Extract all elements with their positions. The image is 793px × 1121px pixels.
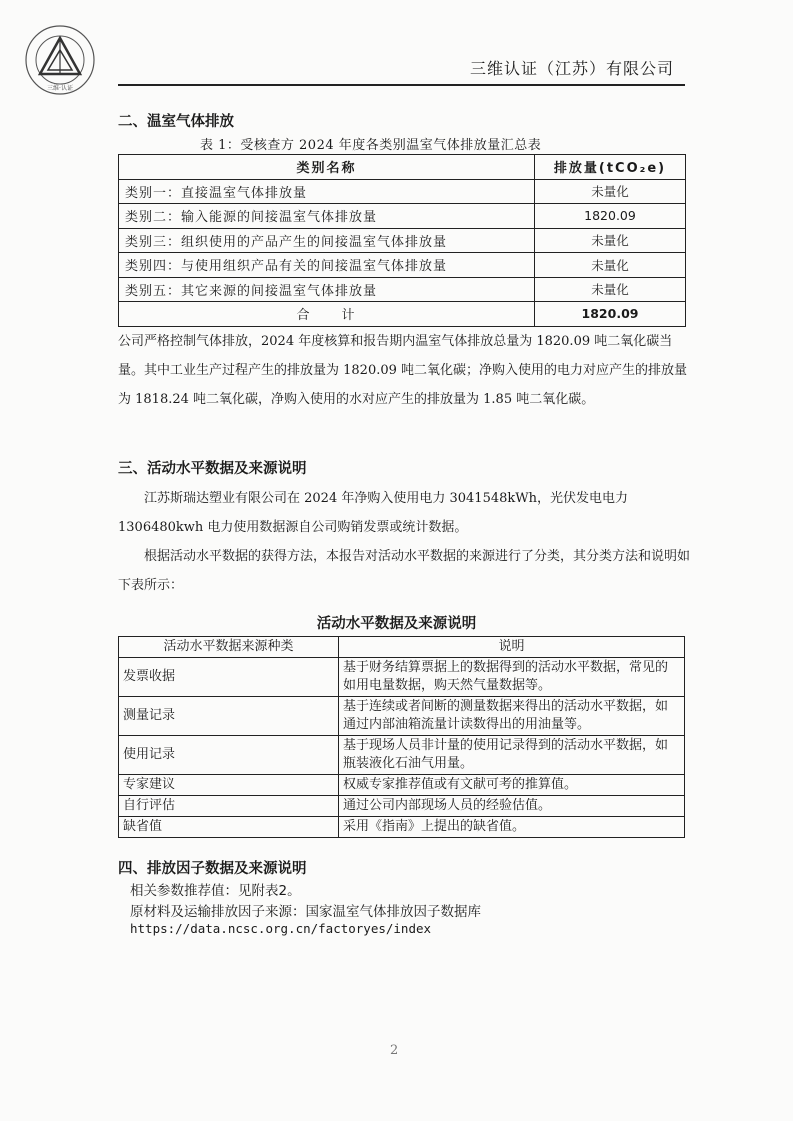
page-number: 2 [390,1043,399,1058]
source-type: 缺省值 [119,817,339,838]
source-description: 通过公司内部现场人员的经验估值。 [339,796,685,817]
company-logo [20,8,100,108]
section-2-title: 二、温室气体排放 [118,114,234,130]
table-row [119,697,685,736]
table-row [119,775,685,796]
table-header-row [119,637,685,658]
col-header-category: 类别名称 [119,155,535,180]
category-value: 未量化 [535,228,686,253]
table-row [119,736,685,775]
table-row [119,204,686,229]
activity-paragraph-2: 根据活动水平数据的获得方法，本报告对活动水平数据的来源进行了分类，其分类方法和说明如下表所示： [118,549,691,593]
section-3-title: 三、活动水平数据及来源说明 [118,461,307,477]
header-divider [118,84,685,86]
logo-text: 三维·认证 [47,85,73,92]
source-description: 基于现场人员非计量的使用记录得到的活动水平数据，如瓶装液化石油气用量。 [339,736,685,775]
activity-table-title: 活动水平数据及来源说明 [316,616,477,632]
emissions-summary-table [118,154,686,327]
category-value: 未量化 [535,253,686,278]
source-type: 使用记录 [119,736,339,775]
category-value: 未量化 [535,277,686,302]
source-description: 基于连续或者间断的测量数据来得出的活动水平数据，如通过内部油箱流量计读数得出的用油量等。 [339,697,685,736]
col-header-description: 说明 [339,637,685,658]
category-name: 类别三：组织使用的产品产生的间接温室气体排放量 [119,228,535,253]
category-name: 类别五：其它来源的间接温室气体排放量 [119,277,535,302]
activity-data-table [118,636,685,838]
table-row [119,658,685,697]
table-header-row [119,155,686,180]
category-name: 类别一：直接温室气体排放量 [119,179,535,204]
table-row [119,817,685,838]
category-value: 未量化 [535,179,686,204]
total-label: 合 计 [119,302,535,327]
table-total-row [119,302,686,327]
activity-paragraph-1: 江苏斯瑞达塑业有限公司在 2024 年净购入使用电力 3041548kWh，光伏发电电力 1306480kwh 电力使用数据源自公司购销发票或统计数据。 [118,491,628,535]
source-type: 发票收据 [119,658,339,697]
table-row [119,179,686,204]
source-type: 专家建议 [119,775,339,796]
category-name: 类别二：输入能源的间接温室气体排放量 [119,204,535,229]
source-type: 自行评估 [119,796,339,817]
table-row [119,253,686,278]
table-row [119,796,685,817]
source-description: 采用《指南》上提出的缺省值。 [339,817,685,838]
factor-source: 原材料及运输排放因子来源：国家温室气体排放因子数据库 [130,904,481,920]
factor-database-link[interactable]: https://data.ncsc.org.cn/factoryes/index [130,921,432,936]
total-value: 1820.09 [535,302,686,327]
company-name: 三维认证（江苏）有限公司 [470,59,675,78]
source-type: 测量记录 [119,697,339,736]
col-header-source-type: 活动水平数据来源种类 [119,637,339,658]
emissions-paragraph: 公司严格控制气体排放，2024 年度核算和报告期内温室气体排放总量为 1820.09 吨二氧化碳当量。其中工业生产过程产生的排放量为 1820.09 吨二氧化碳；净购入使用的电力对应产生的排放量为 1818.24 吨二氧化碳，净购入使用的水对应产生的排放量为 1.85 吨二氧化碳。 [118,334,688,407]
category-value: 1820.09 [535,204,686,229]
category-name: 类别四：与使用组织产品有关的间接温室气体排放量 [119,253,535,278]
source-description: 权威专家推荐值或有文献可考的推算值。 [339,775,685,796]
table-row [119,228,686,253]
table-1-caption: 表 1：受核查方 2024 年度各类别温室气体排放量汇总表 [200,138,542,153]
section-4-title: 四、排放因子数据及来源说明 [118,861,307,877]
parameter-reference: 相关参数推荐值：见附表2。 [130,883,301,899]
col-header-emission: 排放量(tCO₂e) [535,155,686,180]
table-row [119,277,686,302]
source-description: 基于财务结算票据上的数据得到的活动水平数据，常见的如用电量数据，购天然气量数据等。 [339,658,685,697]
